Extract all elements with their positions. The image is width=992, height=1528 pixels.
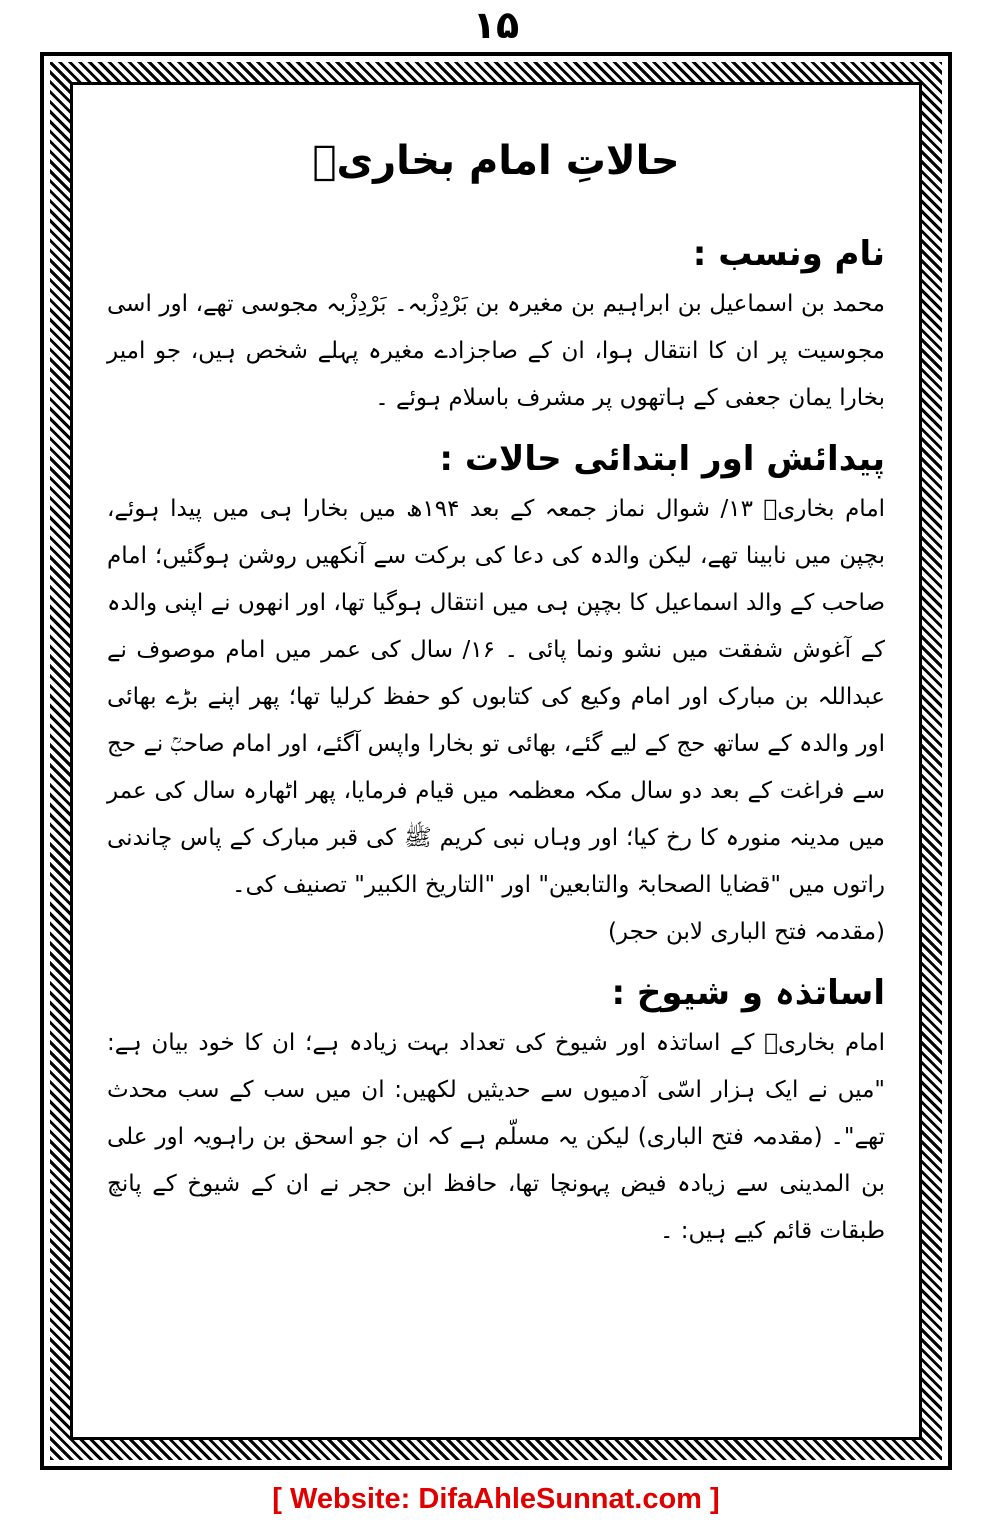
reference-note: (مقدمہ فتح الباری لابن حجر)	[607, 919, 885, 945]
website-footer: [ Website: DifaAhleSunnat.com ]	[272, 1483, 720, 1515]
section-heading: نام ونسب :	[692, 234, 885, 274]
page-number: ۱۵	[472, 3, 520, 47]
section-heading: اساتذہ و شیوخ :	[611, 973, 885, 1013]
page-title: حالاتِ امام بخاریؒ	[312, 138, 680, 184]
page-border	[40, 52, 952, 1470]
section-paragraph	[107, 486, 885, 956]
paragraph-text: محمد بن اسماعیل بن ابراہیم بن مغیرہ بن بَرْدِزْبہ۔ بَرْدِزْبہ مجوسی تھے، اور اسی مجوسیت پر ان کا انتقال ہوا، ان کے صاجزادے مغیرہ پہلے شخص ہیں، جو امیر بخارا یمان جعفی کے ہاتھوں پر مشرف باسلام ہوئے ۔	[107, 291, 885, 411]
section-paragraph	[107, 1020, 885, 1255]
page-content	[73, 85, 919, 1437]
paragraph-text: امام بخاریؒ کے اساتذہ اور شیوخ کی تعداد بہت زیادہ ہے؛ ان کا خود بیان ہے: "میں نے ایک ہزار اسّی آدمیوں سے حدیثیں لکھیں: ان میں سب کے سب محدث تھے"۔ (مقدمہ فتح الباری) لیکن یہ مسلّم ہے کہ ان جو اسحق بن راہویہ اور علی بن المدینی سے زیادہ فیض پہونچا تھا، حافظ ابن حجر نے ان کے شیوخ کے پانچ طبقات قائم کیے ہیں: ۔	[107, 1030, 885, 1244]
section-lineage	[107, 227, 885, 422]
section-paragraph	[107, 281, 885, 422]
section-heading: پیدائش اور ابتدائی حالات :	[439, 439, 885, 479]
paragraph-text: امام بخاریؒ ۱۳/ شوال نماز جمعہ کے بعد ۱۹۴ھ میں بخارا ہی میں پیدا ہوئے، بچپن میں نابینا تھے، لیکن والدہ کی دعا کی برکت سے آنکھیں روشن ہوگئیں؛ امام صاحب کے والد اسماعیل کا بچپن ہی میں انتقال ہوگیا تھا، اور انھوں نے اپنی والدہ کے آغوش شفقت میں نشو ونما پائی ۔ ۱۶/ سال کی عمر میں امام موصوف نے عبداللہ بن مبارک اور امام وکیع کی کتابوں کو حفظ کرلیا تھا؛ پھر اپنے بڑے بھائی اور والدہ کے ساتھ حج کے لیے گئے، بھائی تو بخارا واپس آگئے، اور امام صاحبؒ نے حج سے فراغت کے بعد دو سال مکہ معظمہ میں قیام فرمایا، پھر اٹھارہ سال کی عمر میں مدینہ منورہ کا رخ کیا؛ اور وہاں نبی کریم ﷺ کی قبر مبارک کے پاس چاندنی راتوں میں "قضایا الصحابۃ والتابعین" اور "التاریخ الکبیر" تصنیف کی۔	[107, 496, 886, 898]
section-teachers	[107, 966, 885, 1255]
content-frame	[70, 82, 922, 1440]
section-birth	[107, 432, 885, 956]
